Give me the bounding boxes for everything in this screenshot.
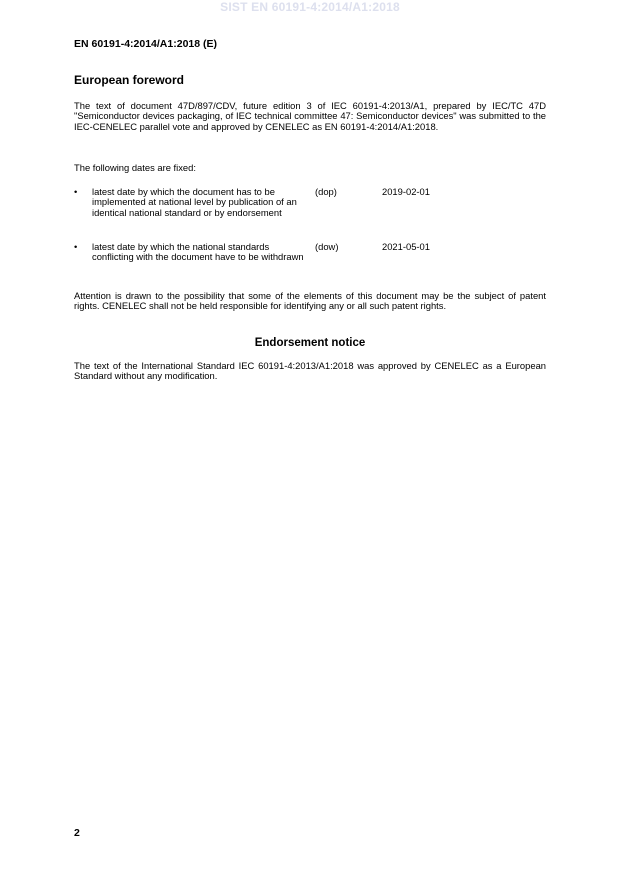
date-abbreviation: (dow): [315, 241, 339, 252]
date-description: latest date by which the document has to be implemented at national level by publication of an identical national standard or by endorsement: [92, 186, 297, 218]
date-value: 2021-05-01: [382, 241, 430, 252]
dates-intro-paragraph: The following dates are fixed:: [74, 162, 196, 173]
date-abbreviation: (dop): [315, 186, 337, 197]
endorsement-paragraph: The text of the International Standard IEC 60191-4:2013/A1:2018 was approved by CENELEC as a European Standard without any modification.: [74, 360, 546, 382]
date-value: 2019-02-01: [382, 186, 430, 197]
foreword-intro-paragraph: The text of document 47D/897/CDV, future edition 3 of IEC 60191-4:2013/A1, prepared by IEC/TC 47D "Semiconductor devices packaging, of IEC technical committee 47: Semiconductor devices" was submitted to the IEC-CENELEC parallel vote and approved by CENELEC as EN 60191-4:2014/A1:2018.: [74, 100, 546, 132]
bullet-marker: •: [74, 241, 78, 252]
endorsement-title: Endorsement notice: [254, 337, 366, 349]
watermark: SIST EN 60191-4:2014/A1:2018: [220, 0, 400, 14]
page-number: 2: [74, 827, 80, 839]
date-description: latest date by which the national standards conflicting with the document have to be withdrawn: [92, 241, 304, 263]
attention-paragraph: Attention is drawn to the possibility that some of the elements of this document may be the subject of patent rights. CENELEC shall not be held responsible for identifying any or all such patent rights.: [74, 290, 546, 312]
bullet-marker: •: [74, 186, 78, 197]
document-id: EN 60191-4:2014/A1:2018 (E): [74, 38, 218, 50]
foreword-title: European foreword: [74, 73, 185, 87]
